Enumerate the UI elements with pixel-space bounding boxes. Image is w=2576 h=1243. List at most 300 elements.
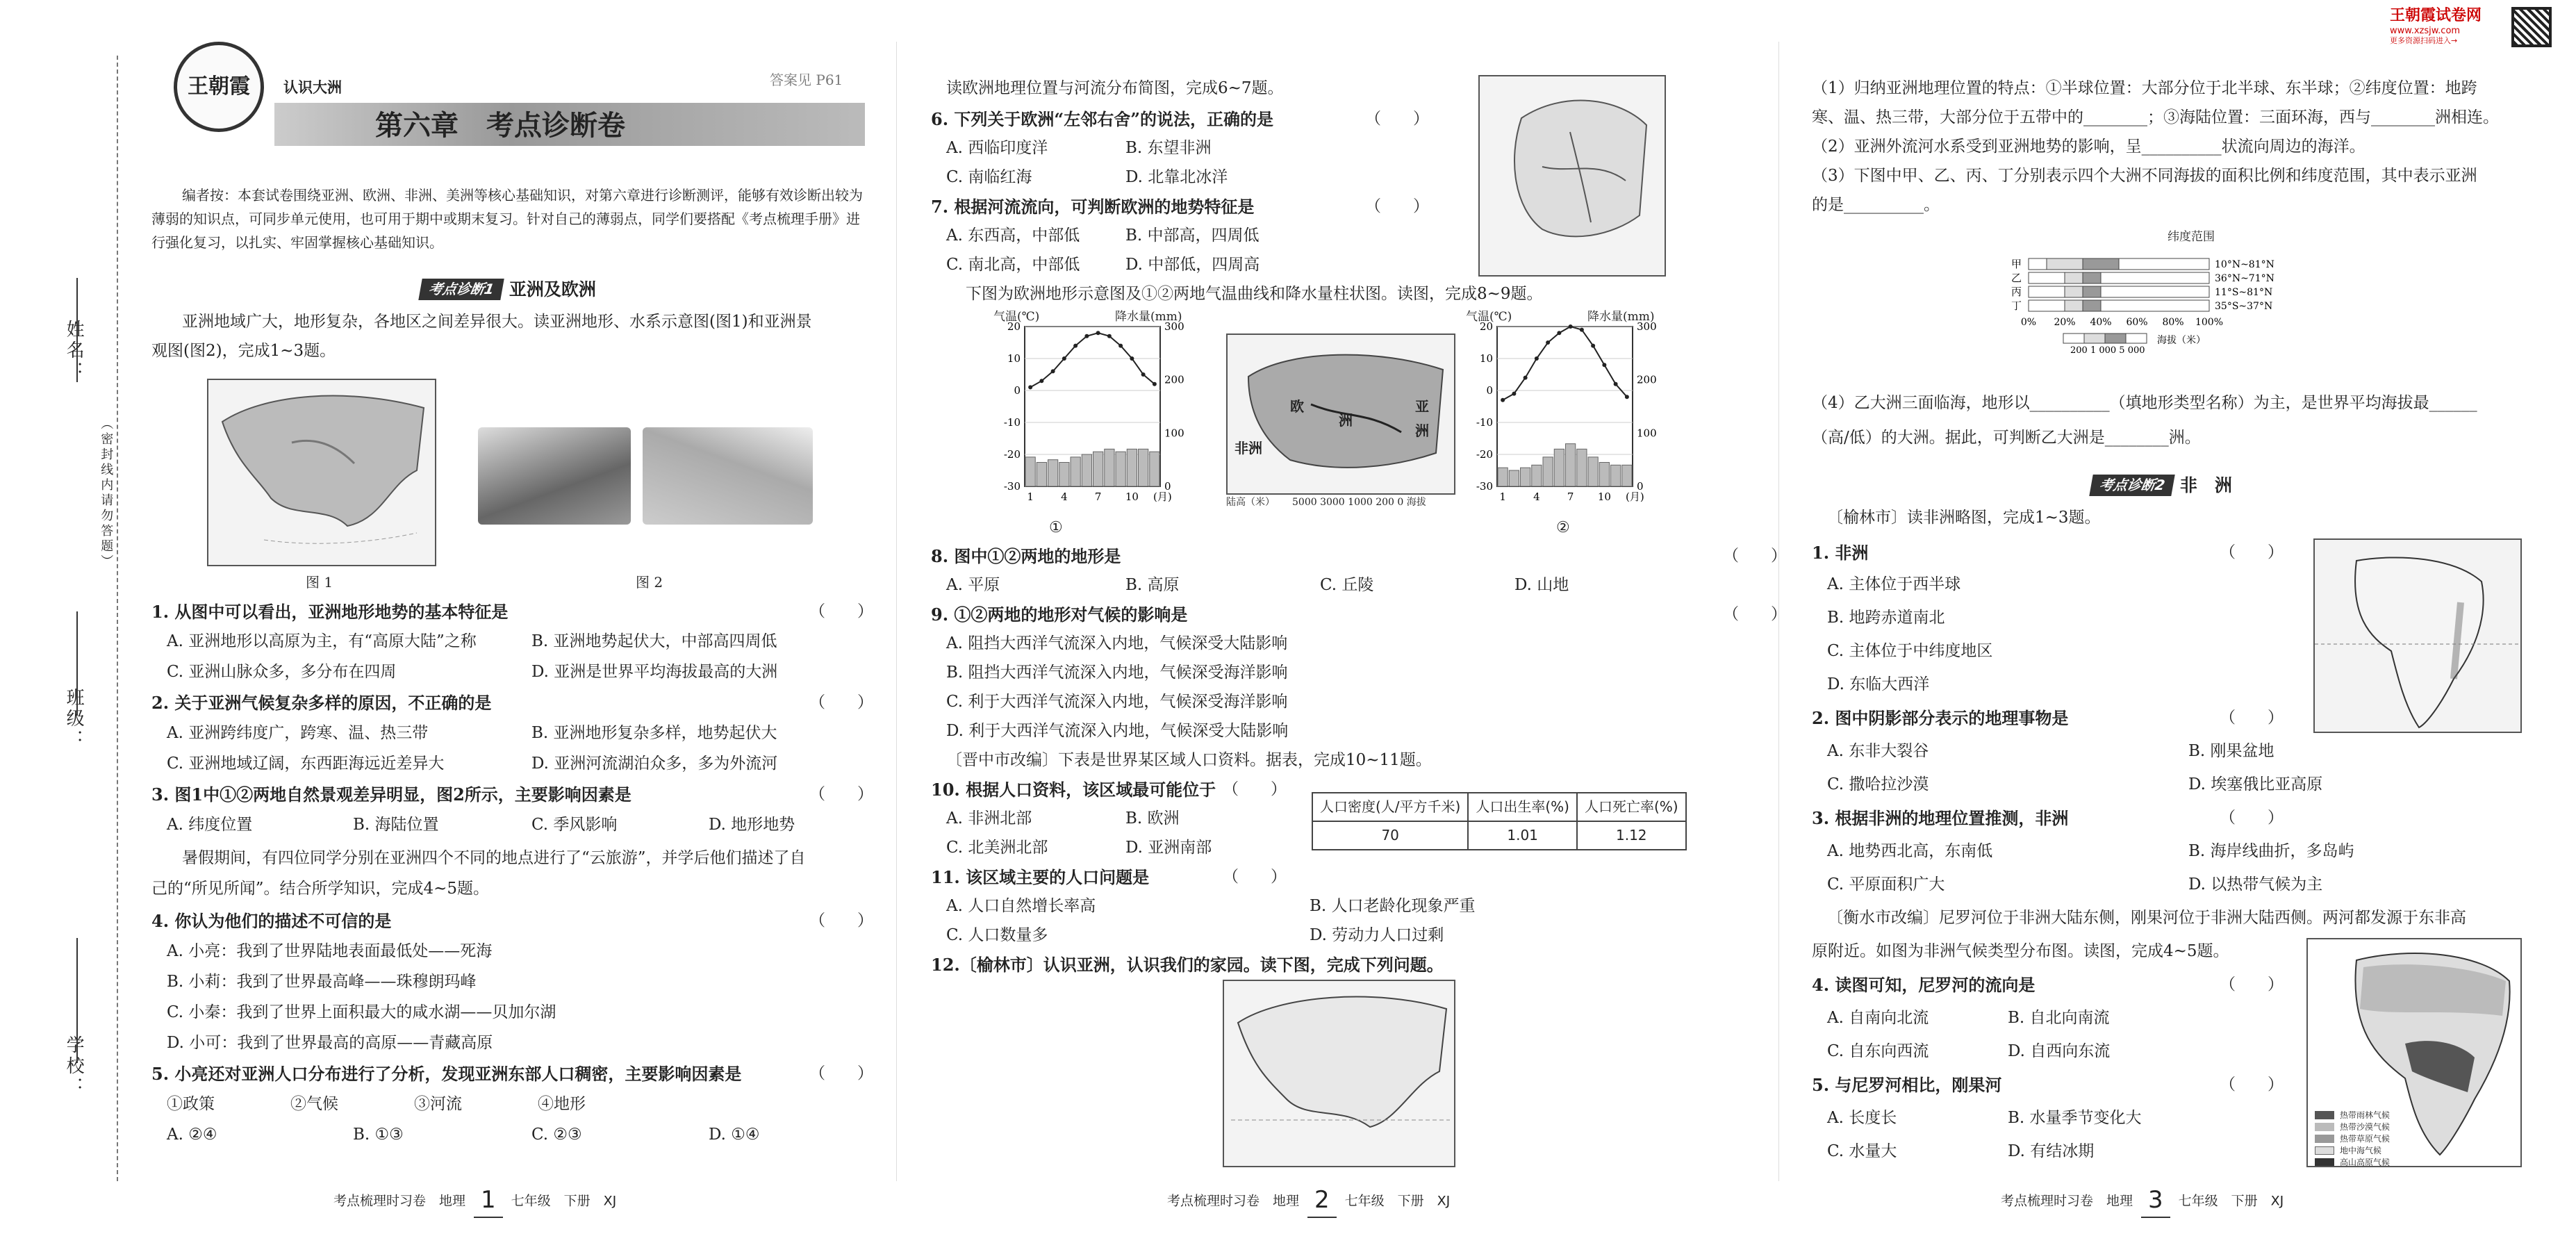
x-tick-label: 40%: [2090, 317, 2112, 328]
x-axis-unit: (月): [1153, 491, 1172, 503]
answer-slot[interactable]: （ ）: [1723, 605, 1787, 623]
climate-chart-2: [1466, 309, 1674, 518]
option-c[interactable]: C. 小秦：我到了世界上面积最大的咸水湖——贝加尔湖: [167, 1003, 556, 1021]
latitude-range: 11°S~81°N: [2215, 287, 2273, 298]
page-number: 2: [1307, 1185, 1337, 1218]
temperature-point: [1524, 376, 1528, 380]
table-header-row: [1312, 793, 1686, 821]
legend-swatch: [2084, 334, 2105, 343]
question-text: 的是__________。: [1812, 196, 1940, 214]
option-d[interactable]: D. ①④: [709, 1126, 760, 1144]
figure-2-caption: 图 2: [636, 574, 663, 591]
legend-label: 热带草原气候: [2340, 1134, 2391, 1144]
answer-slot[interactable]: （ ）: [809, 602, 873, 620]
table-header: 人口死亡率(%): [1577, 793, 1686, 821]
section-title: 亚洲及欧洲: [509, 279, 596, 299]
option-c[interactable]: C. 平原面积广大: [1827, 875, 1945, 894]
y2-tick-label: 200: [1637, 373, 1657, 386]
africa-outline-map: [2313, 538, 2522, 733]
legend-swatch: [2315, 1135, 2334, 1143]
statement-4: ④地形: [538, 1095, 586, 1113]
legend-swatch: [2126, 334, 2147, 343]
intro-text: 读欧洲地理位置与河流分布简图，完成6~7题。: [946, 79, 1284, 97]
precipitation-bar: [1543, 457, 1553, 486]
temperature-point: [1141, 372, 1146, 377]
legend-item: [2315, 1157, 2390, 1167]
elevation-segment: [2083, 272, 2101, 283]
option-d[interactable]: D. 山地: [1514, 576, 1569, 594]
legend-swatch: [2315, 1158, 2334, 1167]
option-d[interactable]: D. 小可：我到了世界最高的高原——青藏高原: [167, 1034, 493, 1052]
map-label: 洲: [1415, 422, 1429, 439]
answer-slot[interactable]: （ ）: [2220, 543, 2284, 561]
table-cell: 1.12: [1577, 821, 1686, 850]
editor-note-line: 薄弱的知识点，可同步单元使用，也可用于期中或期末复习。针对自己的薄弱点，同学们要搭配《考点梳理手册》进: [151, 211, 860, 227]
option-c[interactable]: C. 南北高，中部低: [946, 256, 1080, 274]
chart-ylabel-right: 降水量(mm): [1587, 310, 1655, 324]
y-tick-label: 20: [1479, 320, 1493, 333]
precipitation-bar: [1599, 463, 1609, 487]
option-c[interactable]: C. ②③: [531, 1126, 582, 1144]
map-legend: 5000 3000 1000 200 0 海拔: [1292, 497, 1426, 508]
option-a[interactable]: A. 主体位于西半球: [1827, 575, 1961, 593]
y-tick-label: -10: [1003, 416, 1021, 429]
option-c[interactable]: C. 水量大: [1827, 1142, 1897, 1160]
option-c[interactable]: C. 北美洲北部: [946, 839, 1048, 857]
elevation-segment: [2065, 272, 2083, 283]
question-12-stem: 12.〔榆林市〕认识亚洲，认识我们的家园。读下图，完成下列问题。: [931, 955, 1444, 975]
question-5-stem: 5. 小亮还对亚洲人口分布进行了分析，发现亚洲东部人口稠密，主要影响因素是: [151, 1064, 742, 1084]
precipitation-bar: [1509, 470, 1519, 486]
question-3-stem: 3. 图1中①②两地自然景观差异明显，图2所示，主要影响因素是: [151, 784, 631, 805]
option-c[interactable]: C. 人口数量多: [946, 926, 1048, 944]
option-b[interactable]: B. 欧洲: [1125, 809, 1180, 828]
answer-slot[interactable]: （ ）: [1365, 110, 1429, 128]
africa-map-svg: [2315, 540, 2522, 733]
option-b[interactable]: B. 刚果盆地: [2188, 742, 2274, 760]
x-axis-unit: (月): [1626, 491, 1644, 503]
statement-2: ②气候: [290, 1095, 338, 1113]
option-a[interactable]: A. 阻挡大西洋气流深入内地，气候深受大陆影响: [946, 634, 1288, 652]
option-b[interactable]: B. 海陆位置: [353, 816, 439, 834]
option-a[interactable]: A. 亚洲地形以高原为主，有“高原大陆”之称: [167, 632, 477, 650]
legend-item: [2315, 1145, 2381, 1156]
temperature-point: [1591, 344, 1595, 348]
table-cell: 1.01: [1468, 821, 1577, 850]
option-a[interactable]: A. 西临印度洋: [946, 139, 1048, 157]
option-c[interactable]: C. 利于大西洋气流深入内地，气候深受海洋影响: [946, 693, 1288, 711]
option-c[interactable]: C. 南临红海: [946, 168, 1032, 186]
binding-line: [117, 56, 118, 1181]
y2-tick-label: 0: [1164, 480, 1171, 493]
y2-tick-label: 100: [1637, 427, 1657, 440]
legend-label: 高山高原气候: [2340, 1158, 2391, 1167]
chart-ylabel-left: 气温(℃): [1466, 310, 1512, 324]
answer-slot[interactable]: （ ）: [1223, 780, 1287, 798]
precipitation-bar: [1498, 468, 1508, 486]
climate-chart-1: [993, 309, 1202, 518]
option-b[interactable]: B. 亚洲地形复杂多样，地势起伏大: [531, 724, 777, 742]
precipitation-bar: [1025, 457, 1035, 486]
option-d[interactable]: D. 东临大西洋: [1827, 675, 1930, 693]
temperature-point: [1557, 331, 1561, 335]
option-c[interactable]: C. 亚洲地域辽阔，东西距海远近差异大: [167, 755, 445, 773]
legend-label: 地中海气候: [2340, 1146, 2382, 1155]
precipitation-bar: [1071, 457, 1080, 486]
seal-notice: （密封线内请勿答题）: [97, 417, 114, 570]
answer-reference: 答案见 P61: [770, 72, 843, 88]
option-a[interactable]: A. 人口自然增长率高: [946, 897, 1096, 915]
option-c[interactable]: C. 主体位于中纬度地区: [1827, 642, 1993, 660]
asia-outline-svg: [1224, 981, 1455, 1167]
editor-note-line: 行强化复习，以扎实、牢固掌握核心基础知识。: [151, 234, 443, 251]
option-b[interactable]: B. 水量季节变化大: [2008, 1109, 2142, 1127]
footer-grade: 七年级 下册 XJ: [2178, 1193, 2284, 1209]
page-divider: [896, 42, 897, 1181]
question-1-stem: 1. 从图中可以看出，亚洲地形地势的基本特征是: [151, 602, 509, 622]
x-tick-label: 10: [1597, 491, 1611, 503]
intro-text: 原附近。如图为非洲气候类型分布图。读图，完成4~5题。: [1812, 942, 2229, 960]
legend-swatch: [2315, 1146, 2334, 1155]
y-tick-label: -10: [1476, 416, 1493, 429]
name-field[interactable]: [76, 278, 78, 382]
option-d[interactable]: D. 亚洲是世界平均海拔最高的大洲: [531, 663, 778, 681]
option-d[interactable]: D. 自西向东流: [2008, 1042, 2111, 1060]
asia-outline-map: [1223, 980, 1455, 1167]
intro-text: 〔晋中市改编〕下表是世界某区域人口资料。据表，完成10~11题。: [946, 751, 1432, 769]
elevation-segment: [2029, 258, 2047, 270]
map-label: 非洲: [1235, 440, 1262, 456]
question-text: （2）亚洲外流河水系受到亚洲地势的影响，呈__________状流向周边的海洋。: [1812, 138, 2366, 156]
legend-swatch: [2315, 1111, 2334, 1119]
statement-3: ③河流: [414, 1095, 462, 1113]
answer-slot[interactable]: （ ）: [809, 693, 873, 711]
option-a[interactable]: A. 亚洲跨纬度广，跨寒、温、热三带: [167, 724, 429, 742]
statement-1: ①政策: [167, 1095, 215, 1113]
precipitation-bar: [1048, 460, 1058, 486]
option-d[interactable]: D. 埃塞俄比亚高原: [2188, 775, 2323, 793]
temperature-point: [1501, 398, 1505, 402]
intro-text: 下图为欧洲地形示意图及①②两地气温曲线和降水量柱状图。读图，完成8~9题。: [966, 285, 1543, 303]
option-b[interactable]: B. 亚洲地势起伏大，中部高四周低: [531, 632, 777, 650]
option-d[interactable]: D. 北靠北冰洋: [1125, 168, 1228, 186]
option-b[interactable]: B. 地跨赤道南北: [1827, 609, 1945, 627]
section-tag: 考点诊断2: [2089, 475, 2174, 496]
qr-code-icon[interactable]: [2511, 7, 2552, 47]
y-tick-label: 10: [1479, 352, 1493, 365]
temperature-point: [1569, 324, 1573, 329]
watermark-sub: 更多资源扫码进入→: [2390, 36, 2458, 45]
question-4-stem: 4. 你认为他们的描述不可信的是: [151, 911, 392, 931]
intro-text: 己的“所见所闻”。结合所学知识，完成4~5题。: [151, 880, 490, 898]
precipitation-bar: [1611, 465, 1621, 486]
legend-swatch: [2063, 334, 2084, 343]
option-a[interactable]: A. 非洲北部: [946, 809, 1032, 828]
figure-1-caption: 图 1: [306, 574, 333, 591]
row-label: 丁: [2011, 299, 2022, 312]
option-a[interactable]: A. 东西高，中部低: [946, 227, 1080, 245]
precipitation-bar: [1082, 454, 1091, 486]
y2-tick-label: 300: [1164, 320, 1184, 333]
option-d[interactable]: D. 亚洲南部: [1125, 839, 1212, 857]
option-d[interactable]: D. 劳动力人口过剩: [1310, 926, 1444, 944]
chart-ylabel-right: 降水量(mm): [1115, 310, 1182, 324]
x-tick-label: 10: [1125, 491, 1139, 503]
option-a[interactable]: A. 东非大裂谷: [1827, 742, 1929, 760]
temperature-point: [1051, 369, 1055, 373]
africa-climate-map: [2306, 938, 2522, 1167]
option-a[interactable]: A. 地势西北高，东南低: [1827, 842, 1993, 860]
section-title: 非 洲: [2179, 475, 2232, 495]
class-label: 班级：: [63, 688, 85, 750]
page-title: 第六章 考点诊断卷: [375, 110, 625, 142]
europe-map-svg: [1480, 76, 1666, 277]
class-field[interactable]: [76, 611, 78, 716]
temperature-point: [1118, 344, 1123, 348]
chart-title: 纬度范围: [2168, 230, 2215, 244]
x-tick-label: 100%: [2195, 317, 2224, 328]
footer-series: 考点梳理时习卷 地理: [1167, 1193, 1300, 1209]
y-tick-label: 10: [1007, 352, 1021, 365]
temperature-point: [1614, 382, 1618, 386]
precipitation-bar: [1521, 468, 1530, 486]
y2-tick-label: 300: [1637, 320, 1657, 333]
question-text: （高/低）的大洲。据此，可判断乙大洲是________洲。: [1812, 429, 2201, 447]
elevation-segment: [2029, 286, 2065, 297]
asia-map-svg: [208, 380, 436, 566]
question-8-stem: 8. 图中①②两地的地形是: [931, 546, 1121, 566]
chart-svg: [1466, 309, 1674, 518]
option-a[interactable]: A. 自南向北流: [1827, 1009, 1929, 1027]
landscape-photo-snow: [643, 427, 813, 525]
elevation-segment: [2029, 300, 2065, 311]
x-tick-label: 20%: [2054, 317, 2076, 328]
elevation-bar-chart: [1987, 229, 2306, 389]
section-heading-1: [420, 278, 596, 302]
x-tick-label: 0%: [2020, 317, 2037, 328]
row-label: 丙: [2011, 286, 2022, 298]
temperature-point: [1130, 356, 1134, 361]
option-d[interactable]: D. 利于大西洋气流深入内地，气候深受大陆影响: [946, 722, 1289, 740]
temperature-point: [1028, 385, 1032, 389]
question-9-stem: 9. ①②两地的地形对气候的影响是: [931, 604, 1188, 625]
temperature-point: [1096, 331, 1100, 335]
answer-slot[interactable]: （ ）: [1223, 868, 1287, 886]
y2-tick-label: 0: [1637, 480, 1644, 493]
answer-slot[interactable]: （ ）: [2220, 709, 2284, 727]
answer-slot[interactable]: （ ）: [809, 912, 873, 930]
table-header: 人口出生率(%): [1468, 793, 1577, 821]
answer-slot[interactable]: （ ）: [2220, 976, 2284, 994]
legend-values: 200 1 000 5 000: [2070, 345, 2145, 356]
table-header: 人口密度(人/平方千米): [1312, 793, 1468, 821]
x-tick-label: 80%: [2162, 317, 2184, 328]
precipitation-bar: [1116, 452, 1125, 486]
y2-tick-label: 100: [1164, 427, 1184, 440]
legend-swatch: [2105, 334, 2126, 343]
editor-note-line: 编者按：本套试卷围绕亚洲、欧洲、非洲、美洲等核心基础知识，对第六章进行诊断测评，能够有效诊断出较为: [182, 187, 863, 204]
latitude-range: 35°S~37°N: [2215, 301, 2273, 312]
precipitation-bar: [1566, 444, 1576, 486]
question-text: （1）归纳亚洲地理位置的特点：①半球位置：大部分位于北半球、东半球；②纬度位置：地跨: [1812, 79, 2477, 97]
precipitation-bar: [1577, 449, 1587, 486]
precipitation-bar: [1059, 463, 1069, 487]
option-b[interactable]: B. 阻挡大西洋气流深入内地，气候深受海洋影响: [946, 664, 1288, 682]
question-6-stem: 6. 下列关于欧洲“左邻右舍”的说法，正确的是: [931, 109, 1274, 129]
option-a[interactable]: A. 小亮：我到了世界陆地表面最低处——死海: [167, 942, 493, 960]
option-a[interactable]: A. 长度长: [1827, 1109, 1897, 1127]
precipitation-bar: [1588, 457, 1598, 486]
temperature-point: [1512, 392, 1516, 396]
intro-text: 亚洲地域广大，地形复杂，各地区之间差异很大。读亚洲地形、水系示意图(图1)和亚洲景: [182, 313, 812, 331]
option-d[interactable]: D. 中部低，四周高: [1125, 256, 1260, 274]
school-label: 学校：: [63, 1035, 85, 1098]
chart-svg: [993, 309, 1202, 518]
elevation-segment: [2101, 272, 2209, 283]
map-label: 洲: [1339, 412, 1353, 429]
table-row: [1312, 821, 1686, 850]
option-b[interactable]: B. 中部高，四周低: [1125, 227, 1260, 245]
table-cell: 70: [1312, 821, 1468, 850]
answer-slot[interactable]: （ ）: [2220, 1076, 2284, 1094]
footer-series: 考点梳理时习卷 地理: [2001, 1193, 2133, 1209]
y-tick-label: 0: [1014, 384, 1021, 397]
x-tick-label: 7: [1094, 491, 1102, 503]
question-text: 寒、温、热三带，大部分位于五带中的________；③海陆位置：三面环海，西与________洲相连。: [1812, 108, 2499, 126]
section-label: 认识大洲: [283, 79, 342, 96]
precipitation-bar: [1554, 449, 1564, 486]
answer-slot[interactable]: （ ）: [809, 785, 873, 803]
elevation-segment: [2119, 258, 2209, 270]
school-field[interactable]: [76, 938, 78, 1063]
answer-slot[interactable]: （ ）: [1723, 547, 1787, 565]
option-c[interactable]: C. 亚洲山脉众多，多分布在四周: [167, 663, 397, 681]
temperature-point: [1062, 356, 1066, 361]
option-b[interactable]: B. 东望非洲: [1125, 139, 1212, 157]
y-tick-label: -30: [1476, 480, 1493, 493]
landscape-photo-forest: [478, 427, 631, 525]
option-a[interactable]: A. ②④: [167, 1126, 217, 1144]
chart-svg: [1987, 229, 2306, 389]
x-tick-label: 60%: [2126, 317, 2148, 328]
latitude-range: 36°N~71°N: [2215, 273, 2274, 284]
watermark-url: www.xzsjw.com: [2390, 26, 2461, 36]
europe-terrain-map: [1226, 334, 1455, 495]
section-heading-2: [2091, 474, 2232, 497]
temperature-point: [1084, 334, 1089, 338]
temperature-point: [1153, 382, 1157, 386]
intro-text: 〔榆林市〕读非洲略图，完成1~3题。: [1827, 509, 2101, 527]
elevation-segment: [2047, 258, 2083, 270]
option-a[interactable]: A. 平原: [946, 576, 1000, 594]
answer-slot[interactable]: （ ）: [2220, 809, 2284, 827]
brand-name: 王朝霞: [188, 74, 250, 99]
answer-slot[interactable]: （ ）: [1365, 197, 1429, 215]
option-d[interactable]: D. 以热带气候为主: [2188, 875, 2323, 894]
elevation-segment: [2083, 300, 2101, 311]
option-c[interactable]: C. 季风影响: [531, 816, 618, 834]
temperature-point: [1039, 379, 1043, 383]
watermark-title: 王朝霞试卷网: [2390, 7, 2482, 24]
watermark: [2390, 6, 2508, 47]
page-footer-1: [333, 1185, 616, 1218]
temperature-point: [1602, 363, 1606, 367]
elevation-segment: [2065, 300, 2083, 311]
legend-item: [2315, 1121, 2390, 1133]
footer-grade: 七年级 下册 XJ: [1344, 1193, 1451, 1209]
x-tick-label: 1: [1027, 491, 1034, 503]
option-b[interactable]: B. 小莉：我到了世界最高峰——珠穆朗玛峰: [167, 973, 477, 991]
temperature-point: [1580, 328, 1584, 332]
option-d[interactable]: D. 地形地势: [709, 816, 795, 834]
legend-label: 热带沙漠气候: [2340, 1122, 2391, 1132]
elevation-segment: [2065, 286, 2083, 297]
temperature-point: [1535, 356, 1539, 361]
option-a[interactable]: A. 纬度位置: [167, 816, 253, 834]
section-tag: 考点诊断1: [418, 279, 504, 300]
row-label: 乙: [2011, 272, 2022, 284]
option-c[interactable]: C. 丘陵: [1320, 576, 1374, 594]
precipitation-bar: [1093, 452, 1103, 486]
option-b[interactable]: B. 人口老龄化现象严重: [1310, 897, 1476, 915]
footer-grade: 七年级 下册 XJ: [511, 1193, 617, 1209]
chart-marker: ①: [1049, 519, 1063, 536]
question-a5-stem: 5. 与尼罗河相比，刚果河: [1812, 1075, 2002, 1095]
precipitation-bar: [1037, 463, 1046, 487]
legend-label: 海拔（米）: [2157, 335, 2206, 346]
option-d[interactable]: D. 亚洲河流湖泊众多，多为外流河: [531, 755, 778, 773]
brand-logo: [174, 42, 264, 132]
page-number: 1: [474, 1185, 503, 1218]
x-tick-label: 7: [1567, 491, 1574, 503]
question-10-stem: 10. 根据人口资料，该区域最可能位于: [931, 780, 1216, 800]
map-label: 亚: [1415, 398, 1429, 415]
x-tick-label: 4: [1061, 491, 1068, 503]
answer-slot[interactable]: （ ）: [809, 1064, 873, 1083]
question-a3-stem: 3. 根据非洲的地理位置推测，非洲: [1812, 808, 2069, 828]
y-tick-label: -20: [1476, 448, 1493, 461]
y-tick-label: -20: [1003, 448, 1021, 461]
option-b[interactable]: B. 高原: [1125, 576, 1180, 594]
y-tick-label: 0: [1486, 384, 1493, 397]
legend-item: [2315, 1110, 2390, 1121]
elevation-segment: [2101, 286, 2209, 297]
question-2-stem: 2. 关于亚洲气候复杂多样的原因，不正确的是: [151, 693, 492, 713]
elevation-segment: [2083, 286, 2101, 297]
question-text: （4）乙大洲三面临海，地形以__________（填地形类型名称）为主，是世界平均海拔最______: [1812, 394, 2477, 412]
option-d[interactable]: D. 有结冰期: [2008, 1142, 2095, 1160]
option-c[interactable]: C. 自东向西流: [1827, 1042, 1929, 1060]
legend-swatch: [2315, 1123, 2334, 1131]
temperature-point: [1546, 340, 1550, 345]
question-a4-stem: 4. 读图可知，尼罗河的流向是: [1812, 975, 2036, 995]
option-b[interactable]: B. ①③: [353, 1126, 404, 1144]
elevation-segment: [2083, 258, 2119, 270]
page-divider: [1778, 42, 1779, 1181]
option-c[interactable]: C. 撒哈拉沙漠: [1827, 775, 1929, 793]
temperature-line: [1030, 333, 1155, 387]
option-b[interactable]: B. 自北向南流: [2008, 1009, 2110, 1027]
plot-frame: [1497, 327, 1633, 486]
option-b[interactable]: B. 海岸线曲折，多岛屿: [2188, 842, 2354, 860]
latitude-range: 10°N~81°N: [2215, 259, 2274, 270]
chart-ylabel-left: 气温(℃): [993, 310, 1040, 324]
x-tick-label: 1: [1499, 491, 1506, 503]
map-label: 欧: [1290, 398, 1304, 415]
question-a2-stem: 2. 图中阴影部分表示的地理事物是: [1812, 708, 2069, 728]
legend-item: [2315, 1133, 2390, 1144]
page-footer-2: [1167, 1185, 1450, 1218]
